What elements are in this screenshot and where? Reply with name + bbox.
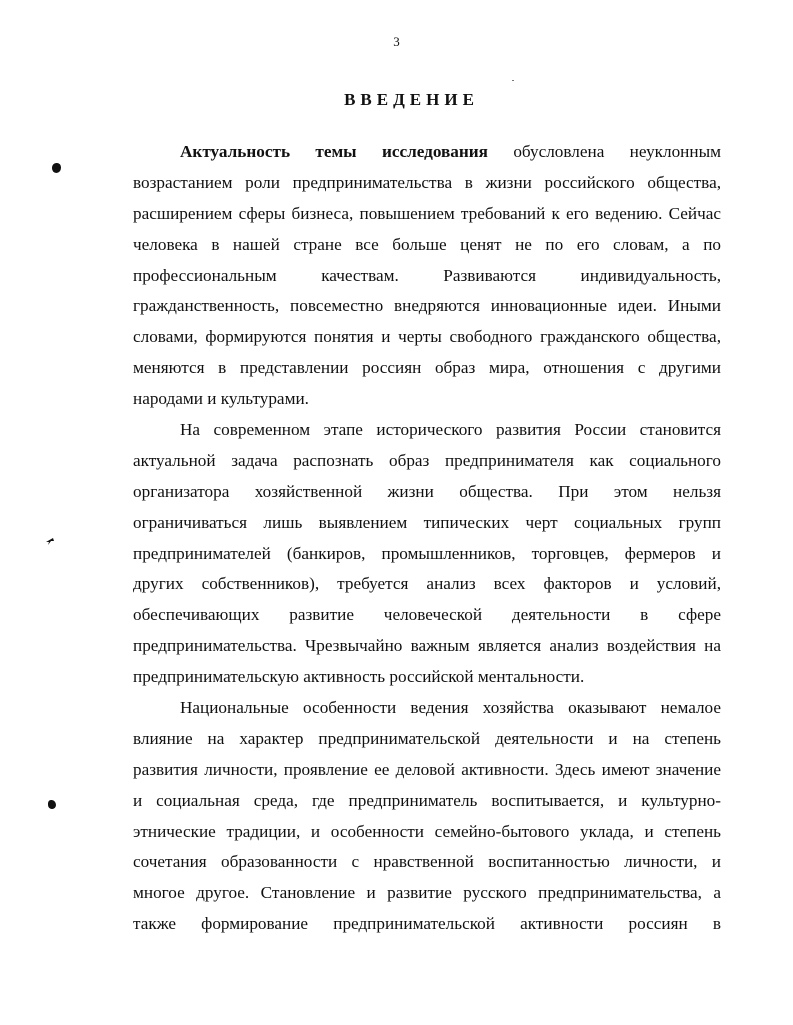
paragraph-line: профессиональным качествам. Развиваются индивидуальность, — [133, 265, 721, 285]
paragraph-3 — [133, 693, 721, 940]
paragraph-line: актуальной задача распознать образ предпринимателя как социального — [133, 450, 721, 470]
paragraph-line: многое другое. Становление и развитие русского предпринимательства, а — [133, 883, 721, 903]
paragraph-word: обусловлена — [513, 142, 605, 161]
paragraph-1 — [133, 137, 721, 415]
scan-mark-top — [52, 163, 61, 173]
paragraph-line: предпринимательства. Чрезвычайно важным является анализ воздействия на — [133, 636, 721, 656]
paragraph-line: На современном этапе исторического развития России становится — [180, 420, 721, 440]
scan-speck — [512, 80, 514, 81]
paragraph-line: обеспечивающих развитие человеческой деятельности в сфере — [133, 605, 721, 625]
paragraph-line: возрастанием роли предпринимательства в жизни российского общества, — [133, 172, 721, 192]
paragraph-line: предпринимателей (банкиров, промышленников, торговцев, фермеров и — [133, 543, 721, 563]
body-text — [133, 137, 721, 940]
paragraph-line: развития личности, проявление ее деловой активности. Здесь имеют значение — [133, 759, 721, 779]
paragraph-line: Национальные особенности ведения хозяйства оказывают немалое — [180, 698, 721, 718]
paragraph-line — [133, 137, 721, 168]
paragraph-line: гражданственность, повсеместно внедряются инновационные идеи. Иными — [133, 296, 721, 316]
scan-mark-glyph — [45, 538, 54, 545]
paragraph-line: человека в нашей стране все больше ценят не по его словам, а по — [133, 234, 721, 254]
paragraph-word: неуклонным — [629, 142, 721, 161]
paragraph-line: других собственников), требуется анализ всех факторов и условий, — [133, 574, 721, 594]
bold-term: темы — [315, 142, 357, 161]
paragraph-line: народами и культурами. — [133, 389, 309, 409]
scan-mark-middle — [45, 532, 54, 539]
paragraph-line: предпринимательскую активность российской ментальности. — [133, 667, 585, 687]
bold-term: исследования — [381, 142, 488, 161]
paragraph-line: также формирование предпринимательской активности россиян в — [133, 914, 721, 934]
paragraph-2 — [133, 415, 721, 693]
paragraph-line: расширением сферы бизнеса, повышением требований к его ведению. Сейчас — [133, 203, 721, 223]
page-number: 3 — [393, 34, 400, 49]
bold-term: Актуальность — [180, 142, 291, 161]
paragraph-line: словами, формируются понятия и черты свободного гражданского общества, — [133, 327, 721, 347]
paragraph-line: и социальная среда, где предприниматель воспитывается, и культурно- — [133, 790, 721, 810]
paragraph-line: влияние на характер предпринимательской деятельности и на степень — [133, 728, 721, 748]
paragraph-line: ограничиваться лишь выявлением типических черт социальных групп — [133, 512, 721, 532]
scan-mark-bottom — [48, 800, 56, 809]
paragraph-line: этнические традиции, и особенности семейно-бытового уклада, и степень — [133, 821, 721, 841]
paragraph-line: сочетания образованности с нравственной воспитанностью личности, и — [133, 852, 721, 872]
paragraph-line: организатора хозяйственной жизни общества. При этом нельзя — [133, 481, 721, 501]
section-heading: ВВЕДЕНИЕ — [344, 90, 479, 109]
paragraph-line: меняются в представлении россиян образ мира, отношения с другими — [133, 358, 721, 378]
